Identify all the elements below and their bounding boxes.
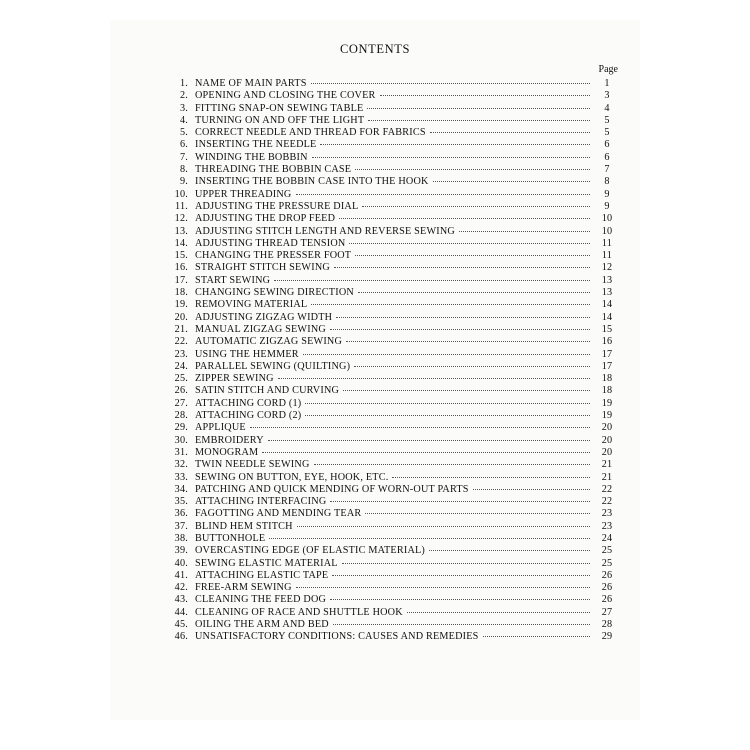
dot-leader: [311, 83, 590, 84]
dot-leader: [278, 378, 590, 379]
toc-entry-number: 1.: [179, 78, 188, 89]
dot-leader: [362, 206, 590, 207]
toc-entry: [150, 545, 620, 557]
toc-entry-number: 36.: [174, 508, 188, 520]
dot-leader: [346, 341, 590, 342]
toc-entry-title: PATCHING AND QUICK MENDING OF WORN-OUT PARTS: [195, 483, 469, 495]
dot-leader: [305, 415, 590, 416]
toc-entry-number: 43.: [174, 594, 188, 606]
dot-leader: [296, 587, 590, 588]
toc-entry: [150, 435, 620, 447]
toc-entry-title: ATTACHING INTERFACING: [195, 496, 327, 508]
dot-leader: [314, 464, 591, 465]
toc-entry-number: 34.: [174, 483, 188, 495]
toc-entry-title: OPENING AND CLOSING THE COVER: [195, 90, 376, 102]
toc-entry-page: 11: [601, 250, 613, 262]
toc-entry: [150, 361, 620, 373]
toc-entry: [150, 336, 620, 348]
dot-leader: [358, 292, 590, 293]
toc-entry-title: NAME OF MAIN PARTS: [195, 78, 307, 89]
toc-entry-page: 16: [601, 336, 613, 348]
dot-leader: [355, 169, 590, 170]
toc-entry-page: 23: [601, 508, 613, 520]
toc-entry-page: 14: [601, 311, 613, 323]
dot-leader: [330, 329, 590, 330]
dot-leader: [473, 489, 590, 490]
dot-leader: [262, 452, 590, 453]
dot-leader: [368, 120, 590, 121]
toc-entry: [150, 410, 620, 422]
toc-entry-title: START SEWING: [195, 274, 271, 286]
toc-entry-number: 27.: [174, 397, 188, 409]
toc-entry-number: 6.: [179, 139, 188, 151]
toc-entry-page: 17: [601, 348, 613, 360]
dot-leader: [365, 513, 590, 514]
toc-entry-number: 22.: [174, 336, 188, 348]
toc-entry-title: ADJUSTING THREAD TENSION: [195, 237, 346, 249]
toc-entry-title: SEWING ON BUTTON, EYE, HOOK, ETC.: [195, 471, 389, 483]
dot-leader: [407, 612, 590, 613]
toc-entry-number: 3.: [179, 102, 188, 114]
toc-entry-number: 9.: [179, 176, 188, 188]
toc-entry-number: 24.: [174, 360, 188, 372]
toc-entry-title: TWIN NEEDLE SEWING: [195, 459, 310, 471]
dot-leader: [342, 563, 590, 564]
dot-leader: [459, 231, 590, 232]
toc-entry-title: UNSATISFACTORY CONDITIONS: CAUSES AND REMEDIES: [195, 631, 479, 643]
toc-entry: [150, 521, 620, 533]
toc-entry-page: 26: [601, 582, 613, 594]
dot-leader: [297, 526, 590, 527]
toc-entry-page: 9: [604, 188, 610, 200]
dot-leader: [334, 267, 590, 268]
dot-leader: [320, 144, 590, 145]
toc-entry-page: 26: [601, 594, 613, 606]
toc-entry-page: 23: [601, 520, 613, 532]
toc-entry-title: STRAIGHT STITCH SEWING: [195, 262, 330, 274]
toc-entry-page: 9: [604, 200, 610, 212]
toc-entry-number: 45.: [174, 619, 188, 631]
toc-entry-page: 10: [601, 225, 613, 237]
toc-entry-page: 11: [601, 237, 613, 249]
toc-entry-page: 12: [601, 262, 613, 274]
toc-entry-page: 6: [604, 139, 610, 151]
toc-entry-title: INSERTING THE BOBBIN CASE INTO THE HOOK: [195, 176, 429, 188]
toc-entry-number: 33.: [174, 471, 188, 483]
toc-entry-number: 5.: [179, 127, 188, 139]
toc-entry-page: 22: [601, 496, 613, 508]
toc-entry: [150, 262, 620, 274]
toc-entry-number: 13.: [174, 225, 188, 237]
dot-leader: [274, 280, 590, 281]
toc-entry-title: THREADING THE BOBBIN CASE: [195, 164, 352, 176]
toc-entry: [150, 213, 620, 225]
toc-entry-title: FREE-ARM SEWING: [195, 582, 292, 594]
toc-entry: [150, 115, 620, 127]
toc-entry: [150, 90, 620, 102]
toc-entry-title: ZIPPER SEWING: [195, 373, 274, 385]
toc-entry-number: 30.: [174, 434, 188, 446]
toc-entry-page: 18: [601, 385, 613, 397]
toc-entry-title: USING THE HEMMER: [195, 348, 299, 360]
toc-entry-title: WINDING THE BOBBIN: [195, 151, 308, 163]
toc-entry-title: MONOGRAM: [195, 446, 259, 458]
toc-entry: [150, 570, 620, 582]
toc-entry-number: 35.: [174, 496, 188, 508]
toc-entry-page: 8: [604, 176, 610, 188]
dot-leader: [269, 538, 590, 539]
toc-entry-number: 42.: [174, 582, 188, 594]
toc-entry-page: 29: [601, 631, 613, 643]
toc-entry-title: AUTOMATIC ZIGZAG SEWING: [195, 336, 343, 348]
toc-entry-page: 14: [601, 299, 613, 311]
toc-entry-number: 21.: [174, 323, 188, 335]
toc-entry-number: 31.: [174, 446, 188, 458]
toc-entry-page: 20: [601, 446, 613, 458]
toc-entry-number: 12.: [174, 213, 188, 225]
toc-entry-title: MANUAL ZIGZAG SEWING: [195, 323, 326, 335]
toc-entry-number: 23.: [174, 348, 188, 360]
toc-entry: [150, 496, 620, 508]
toc-entry-number: 18.: [174, 287, 188, 299]
dot-leader: [296, 194, 591, 195]
dot-leader: [349, 243, 590, 244]
dot-leader: [330, 501, 590, 502]
dot-leader: [430, 132, 590, 133]
dot-leader: [330, 599, 590, 600]
toc-entry-title: CHANGING THE PRESSER FOOT: [195, 250, 352, 262]
table-of-contents: [150, 78, 620, 644]
toc-entry: [150, 299, 620, 311]
dot-leader: [268, 440, 590, 441]
toc-entry: [150, 312, 620, 324]
toc-entry-number: 29.: [174, 422, 188, 434]
dot-leader: [312, 157, 590, 158]
dot-leader: [336, 317, 590, 318]
toc-entry: [150, 139, 620, 151]
toc-entry-title: CORRECT NEEDLE AND THREAD FOR FABRICS: [195, 127, 426, 139]
toc-entry-title: ADJUSTING ZIGZAG WIDTH: [195, 311, 333, 323]
toc-entry-number: 25.: [174, 373, 188, 385]
toc-entry-page: 19: [601, 397, 613, 409]
toc-entry-number: 14.: [174, 237, 188, 249]
toc-entry: [150, 226, 620, 238]
toc-entry: [150, 250, 620, 262]
toc-entry: [150, 631, 620, 643]
toc-entry: [150, 385, 620, 397]
dot-leader: [433, 181, 590, 182]
toc-entry-number: 20.: [174, 311, 188, 323]
toc-entry-page: 15: [601, 323, 613, 335]
toc-entry: [150, 324, 620, 336]
dot-leader: [333, 624, 590, 625]
dot-leader: [311, 304, 590, 305]
toc-entry-page: 17: [601, 360, 613, 372]
toc-entry: [150, 472, 620, 484]
toc-entry: [150, 594, 620, 606]
toc-entry-title: UPPER THREADING: [195, 188, 292, 200]
toc-entry: [150, 349, 620, 361]
toc-entry: [150, 78, 620, 90]
toc-entry: [150, 533, 620, 545]
toc-entry: [150, 447, 620, 459]
page-title: CONTENTS: [339, 42, 411, 56]
toc-entry-number: 17.: [174, 274, 188, 286]
toc-entry: [150, 398, 620, 410]
toc-entry-page: 26: [601, 569, 613, 581]
toc-entry-page: 18: [601, 373, 613, 385]
toc-entry: [150, 373, 620, 385]
toc-entry-title: ATTACHING CORD (2): [195, 410, 302, 422]
toc-entry: [150, 103, 620, 115]
toc-entry-page: 10: [601, 213, 613, 225]
toc-entry-number: 40.: [174, 557, 188, 569]
toc-entry-number: 37.: [174, 520, 188, 532]
toc-entry: [150, 558, 620, 570]
toc-entry-number: 46.: [174, 631, 188, 643]
toc-entry-page: 25: [601, 557, 613, 569]
toc-entry-page: 19: [601, 410, 613, 422]
toc-entry-title: ATTACHING CORD (1): [195, 397, 302, 409]
dot-leader: [332, 575, 590, 576]
toc-entry-title: SATIN STITCH AND CURVING: [195, 385, 340, 397]
toc-entry-page: 1: [604, 78, 610, 89]
toc-entry: [150, 607, 620, 619]
toc-entry-number: 2.: [179, 90, 188, 102]
toc-entry-page: 21: [601, 459, 613, 471]
toc-entry-page: 28: [601, 619, 613, 631]
toc-entry-number: 39.: [174, 545, 188, 557]
toc-entry-title: TURNING ON AND OFF THE LIGHT: [195, 114, 365, 126]
dot-leader: [380, 95, 591, 96]
toc-entry: [150, 619, 620, 631]
toc-entry-page: 6: [604, 151, 610, 163]
toc-entry-number: 16.: [174, 262, 188, 274]
toc-entry-title: OVERCASTING EDGE (OF ELASTIC MATERIAL): [195, 545, 426, 557]
toc-entry-page: 13: [601, 287, 613, 299]
dot-leader: [355, 255, 590, 256]
toc-entry-number: 4.: [179, 114, 188, 126]
toc-entry-number: 15.: [174, 250, 188, 262]
toc-entry-title: EMBROIDERY: [195, 434, 264, 446]
toc-entry-number: 10.: [174, 188, 188, 200]
toc-entry-title: CLEANING OF RACE AND SHUTTLE HOOK: [195, 606, 403, 618]
dot-leader: [339, 218, 590, 219]
toc-entry-page: 4: [604, 102, 610, 114]
toc-entry-page: 13: [601, 274, 613, 286]
toc-entry-title: FITTING SNAP-ON SEWING TABLE: [195, 102, 364, 114]
toc-entry: [150, 176, 620, 188]
toc-entry-page: 20: [601, 434, 613, 446]
toc-entry-title: SEWING ELASTIC MATERIAL: [195, 557, 338, 569]
toc-entry-number: 8.: [179, 164, 188, 176]
toc-entry-number: 38.: [174, 532, 188, 544]
dot-leader: [305, 403, 590, 404]
toc-entry-page: 3: [604, 90, 610, 102]
toc-entry: [150, 287, 620, 299]
toc-entry-page: 22: [601, 483, 613, 495]
toc-entry-page: 24: [601, 532, 613, 544]
toc-entry: [150, 201, 620, 213]
page-column-label: Page: [598, 64, 618, 75]
toc-entry: [150, 189, 620, 201]
toc-entry-title: ADJUSTING THE PRESSURE DIAL: [195, 200, 359, 212]
toc-entry-title: CHANGING SEWING DIRECTION: [195, 287, 354, 299]
toc-entry-page: 5: [604, 127, 610, 139]
toc-entry-number: 11.: [175, 200, 188, 212]
toc-entry: [150, 582, 620, 594]
toc-entry-title: BLIND HEM STITCH: [195, 520, 293, 532]
toc-entry: [150, 422, 620, 434]
dot-leader: [392, 477, 590, 478]
toc-entry-number: 32.: [174, 459, 188, 471]
toc-entry-page: 21: [601, 471, 613, 483]
toc-entry: [150, 484, 620, 496]
toc-entry-title: REMOVING MATERIAL: [195, 299, 308, 311]
dot-leader: [429, 550, 590, 551]
toc-entry-title: PARALLEL SEWING (QUILTING): [195, 360, 351, 372]
toc-entry-number: 7.: [179, 151, 188, 163]
toc-entry: [150, 508, 620, 520]
toc-entry-number: 19.: [174, 299, 188, 311]
toc-entry-page: 25: [601, 545, 613, 557]
toc-entry-title: CLEANING THE FEED DOG: [195, 594, 327, 606]
toc-entry-number: 41.: [174, 569, 188, 581]
toc-entry-title: INSERTING THE NEEDLE: [195, 139, 317, 151]
toc-entry-page: 5: [604, 114, 610, 126]
dot-leader: [354, 366, 590, 367]
toc-entry-title: FAGOTTING AND MENDING TEAR: [195, 508, 362, 520]
toc-entry: [150, 238, 620, 250]
toc-entry-title: ADJUSTING STITCH LENGTH AND REVERSE SEWING: [195, 225, 455, 237]
toc-entry-title: ATTACHING ELASTIC TAPE: [195, 569, 329, 581]
toc-entry-page: 20: [601, 422, 613, 434]
toc-entry: [150, 152, 620, 164]
toc-entry: [150, 275, 620, 287]
toc-entry-title: APPLIQUE: [195, 422, 246, 434]
toc-entry-page: 7: [604, 164, 610, 176]
document-page: [110, 20, 640, 720]
toc-entry-number: 26.: [174, 385, 188, 397]
toc-entry: [150, 164, 620, 176]
toc-entry-title: BUTTONHOLE: [195, 532, 266, 544]
toc-entry: [150, 127, 620, 139]
dot-leader: [343, 390, 590, 391]
toc-entry: [150, 459, 620, 471]
toc-entry-number: 28.: [174, 410, 188, 422]
dot-leader: [483, 636, 590, 637]
toc-entry-title: ADJUSTING THE DROP FEED: [195, 213, 336, 225]
dot-leader: [303, 354, 590, 355]
dot-leader: [367, 108, 590, 109]
toc-entry-title: OILING THE ARM AND BED: [195, 619, 329, 631]
dot-leader: [250, 427, 590, 428]
toc-entry-number: 44.: [174, 606, 188, 618]
toc-entry-page: 27: [601, 606, 613, 618]
